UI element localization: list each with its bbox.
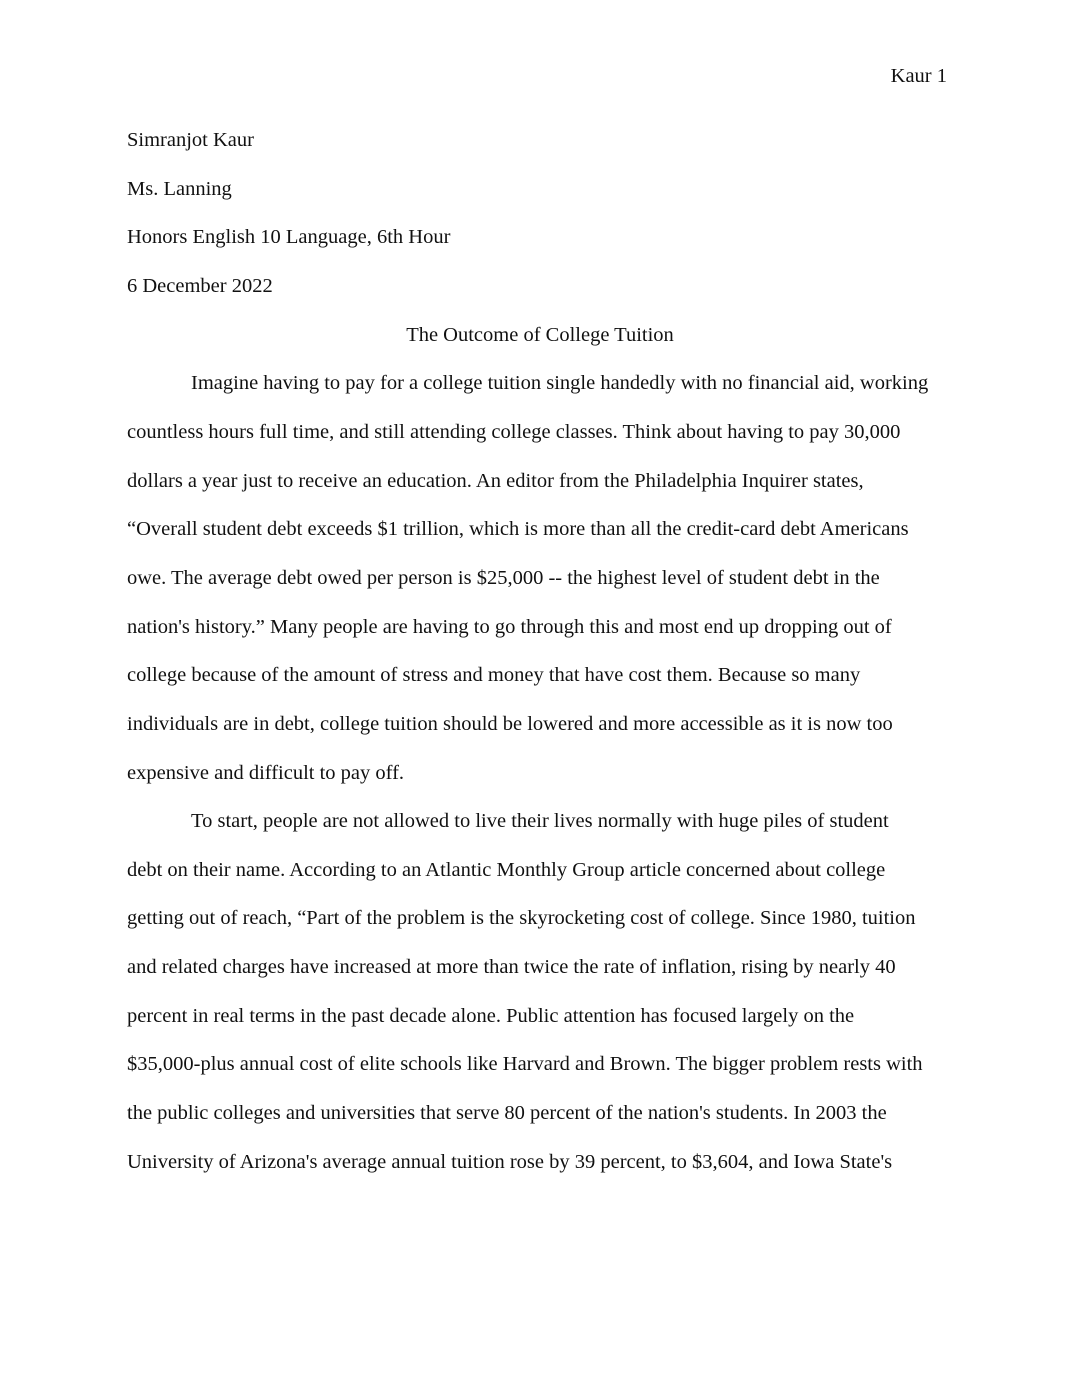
running-head: Kaur 1: [890, 65, 947, 87]
paragraph-line: college because of the amount of stress and money that have cost them. Because so many: [127, 664, 861, 686]
student-name: Simranjot Kaur: [127, 129, 254, 151]
paragraph-line: individuals are in debt, college tuition should be lowered and more accessible as it is now too: [127, 713, 893, 735]
paragraph-line: getting out of reach, “Part of the problem is the skyrocketing cost of college. Since 1980, tuition: [127, 907, 916, 929]
teacher-name: Ms. Lanning: [127, 178, 232, 200]
paragraph-line: University of Arizona's average annual tuition rose by 39 percent, to $3,604, and Iowa State's: [127, 1151, 893, 1173]
course-name: Honors English 10 Language, 6th Hour: [127, 226, 451, 248]
paragraph-line: “Overall student debt exceeds $1 trillion, which is more than all the credit-card debt Americans: [127, 518, 909, 540]
paragraph-line: the public colleges and universities that serve 80 percent of the nation's students. In 2003 the: [127, 1102, 887, 1124]
essay-title: The Outcome of College Tuition: [406, 324, 674, 346]
paragraph-line: nation's history.” Many people are having to go through this and most end up dropping out of: [127, 616, 892, 638]
paragraph-line: percent in real terms in the past decade alone. Public attention has focused largely on the: [127, 1005, 855, 1027]
paragraph-line: Imagine having to pay for a college tuition single handedly with no financial aid, working: [191, 372, 929, 394]
paragraph-line: $35,000-plus annual cost of elite schools like Harvard and Brown. The bigger problem rests with: [127, 1053, 923, 1075]
paragraph-line: and related charges have increased at more than twice the rate of inflation, rising by nearly 40: [127, 956, 896, 978]
paragraph-line: owe. The average debt owed per person is $25,000 -- the highest level of student debt in the: [127, 567, 880, 589]
paragraph-line: To start, people are not allowed to live their lives normally with huge piles of student: [191, 810, 889, 832]
paragraph-line: countless hours full time, and still attending college classes. Think about having to pay 30,000: [127, 421, 901, 443]
paragraph-line: debt on their name. According to an Atlantic Monthly Group article concerned about college: [127, 859, 886, 881]
paragraph-line: dollars a year just to receive an education. An editor from the Philadelphia Inquirer states,: [127, 470, 864, 492]
paragraph-line: expensive and difficult to pay off.: [127, 762, 405, 784]
date: 6 December 2022: [127, 275, 273, 297]
